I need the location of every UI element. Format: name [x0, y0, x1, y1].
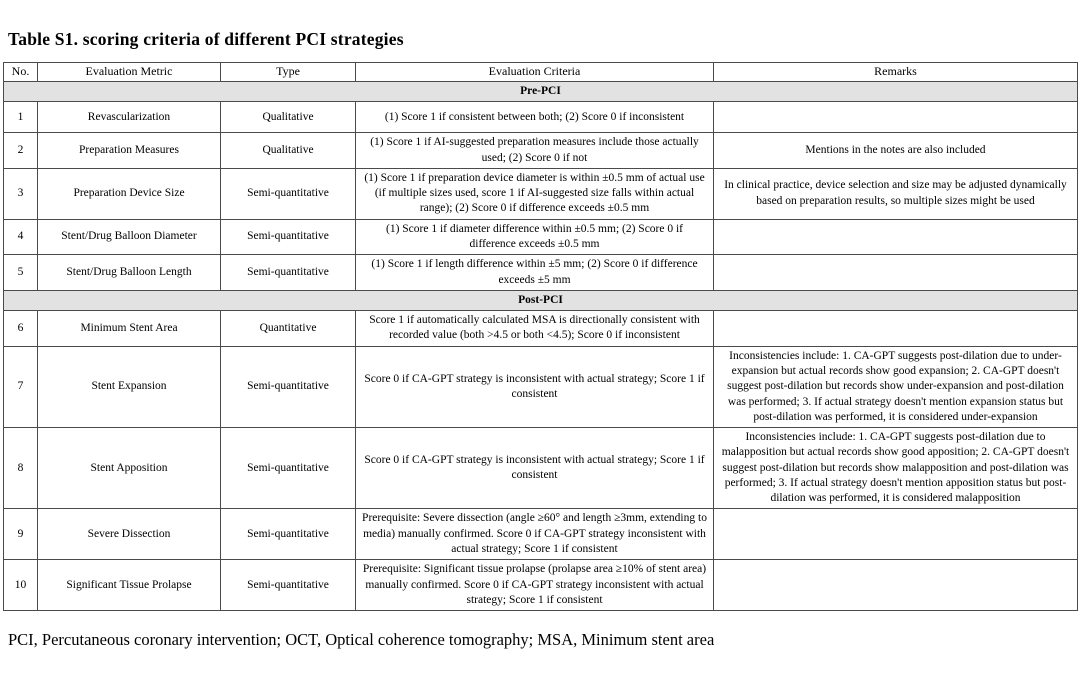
cell-no: 2: [4, 133, 38, 169]
cell-metric: Stent Apposition: [38, 428, 221, 509]
table-row: [4, 168, 1078, 219]
cell-type: Qualitative: [221, 102, 356, 133]
cell-metric: Significant Tissue Prolapse: [38, 560, 221, 611]
table-row: [4, 255, 1078, 291]
section-header-row: [4, 82, 1078, 102]
cell-metric: Severe Dissection: [38, 509, 221, 560]
table-row: [4, 560, 1078, 611]
cell-type: Qualitative: [221, 133, 356, 169]
cell-metric: Stent Expansion: [38, 346, 221, 427]
table-row: [4, 133, 1078, 169]
cell-no: 6: [4, 311, 38, 347]
cell-remarks: Inconsistencies include: 1. CA-GPT suggests post-dilation due to malapposition but actual records show good apposition; 2. CA-GPT doesn't suggest post-dilation but records show malapposition and post-dilation was performed; 3. If actual strategy doesn't mention apposition status but post-dilation was performed, it is considered malapposition: [714, 428, 1078, 509]
cell-remarks: Inconsistencies include: 1. CA-GPT suggests post-dilation due to under-expansion but actual records show good expansion; 2. CA-GPT doesn't suggest post-dilation but records show under-expansion and post-dilation was performed; 3. If actual strategy doesn't mention expansion status but post-dilation was performed, it is considered under-expansion: [714, 346, 1078, 427]
cell-type: Semi-quantitative: [221, 560, 356, 611]
table-header: [4, 63, 1078, 82]
cell-no: 1: [4, 102, 38, 133]
cell-criteria: (1) Score 1 if consistent between both; (2) Score 0 if inconsistent: [356, 102, 714, 133]
cell-metric: Preparation Measures: [38, 133, 221, 169]
table-row: [4, 102, 1078, 133]
cell-type: Semi-quantitative: [221, 428, 356, 509]
table-row: [4, 346, 1078, 427]
header-type: Type: [221, 63, 356, 82]
cell-remarks: [714, 255, 1078, 291]
section-header-row: [4, 290, 1078, 310]
scoring-criteria-table: [3, 62, 1078, 611]
section-label: Pre-PCI: [4, 82, 1078, 102]
table-title: Table S1. scoring criteria of different PCI strategies: [8, 29, 404, 49]
cell-type: Semi-quantitative: [221, 509, 356, 560]
cell-no: 5: [4, 255, 38, 291]
table-row: [4, 311, 1078, 347]
cell-no: 4: [4, 219, 38, 255]
cell-no: 3: [4, 168, 38, 219]
header-evaluation-criteria: Evaluation Criteria: [356, 63, 714, 82]
cell-remarks: [714, 219, 1078, 255]
cell-remarks: In clinical practice, device selection and size may be adjusted dynamically based on preparation results, so multiple sizes might be used: [714, 168, 1078, 219]
cell-type: Semi-quantitative: [221, 346, 356, 427]
header-row: [4, 63, 1078, 82]
cell-metric: Stent/Drug Balloon Diameter: [38, 219, 221, 255]
cell-criteria: Prerequisite: Severe dissection (angle ≥60° and length ≥3mm, extending to media) manually confirmed. Score 0 if CA-GPT strategy inconsistent with actual strategy; Score 1 if consistent: [356, 509, 714, 560]
header-evaluation-metric: Evaluation Metric: [38, 63, 221, 82]
cell-criteria: Prerequisite: Significant tissue prolapse (prolapse area ≥10% of stent area) manually confirmed. Score 0 if CA-GPT strategy inconsistent with actual strategy; Score 1 if consistent: [356, 560, 714, 611]
cell-metric: Revascularization: [38, 102, 221, 133]
cell-metric: Minimum Stent Area: [38, 311, 221, 347]
cell-criteria: Score 0 if CA-GPT strategy is inconsistent with actual strategy; Score 1 if consistent: [356, 346, 714, 427]
cell-remarks: Mentions in the notes are also included: [714, 133, 1078, 169]
cell-no: 9: [4, 509, 38, 560]
table-row: [4, 509, 1078, 560]
abbreviations-footnote: PCI, Percutaneous coronary intervention; OCT, Optical coherence tomography; MSA, Minimum stent area: [8, 630, 715, 650]
cell-criteria: Score 0 if CA-GPT strategy is inconsistent with actual strategy; Score 1 if consistent: [356, 428, 714, 509]
cell-type: Semi-quantitative: [221, 168, 356, 219]
cell-remarks: [714, 311, 1078, 347]
cell-remarks: [714, 509, 1078, 560]
cell-criteria: (1) Score 1 if AI-suggested preparation measures include those actually used; (2) Score 0 if not: [356, 133, 714, 169]
cell-metric: Preparation Device Size: [38, 168, 221, 219]
cell-remarks: [714, 102, 1078, 133]
cell-type: Quantitative: [221, 311, 356, 347]
table-body: [4, 82, 1078, 611]
cell-no: 8: [4, 428, 38, 509]
cell-criteria: Score 1 if automatically calculated MSA is directionally consistent with recorded value (both >4.5 or both <4.5); Score 0 if inconsistent: [356, 311, 714, 347]
header-no: No.: [4, 63, 38, 82]
table-row: [4, 428, 1078, 509]
table-row: [4, 219, 1078, 255]
cell-type: Semi-quantitative: [221, 219, 356, 255]
cell-remarks: [714, 560, 1078, 611]
cell-type: Semi-quantitative: [221, 255, 356, 291]
cell-criteria: (1) Score 1 if length difference within ±5 mm; (2) Score 0 if difference exceeds ±5 mm: [356, 255, 714, 291]
cell-metric: Stent/Drug Balloon Length: [38, 255, 221, 291]
cell-no: 10: [4, 560, 38, 611]
document-page: [0, 29, 1080, 691]
header-remarks: Remarks: [714, 63, 1078, 82]
cell-no: 7: [4, 346, 38, 427]
cell-criteria: (1) Score 1 if diameter difference within ±0.5 mm; (2) Score 0 if difference exceeds ±0.5 mm: [356, 219, 714, 255]
section-label: Post-PCI: [4, 290, 1078, 310]
cell-criteria: (1) Score 1 if preparation device diameter is within ±0.5 mm of actual use (if multiple sizes used, score 1 if AI-suggested size falls within actual range); (2) Score 0 if difference exceeds ±0.5 mm: [356, 168, 714, 219]
